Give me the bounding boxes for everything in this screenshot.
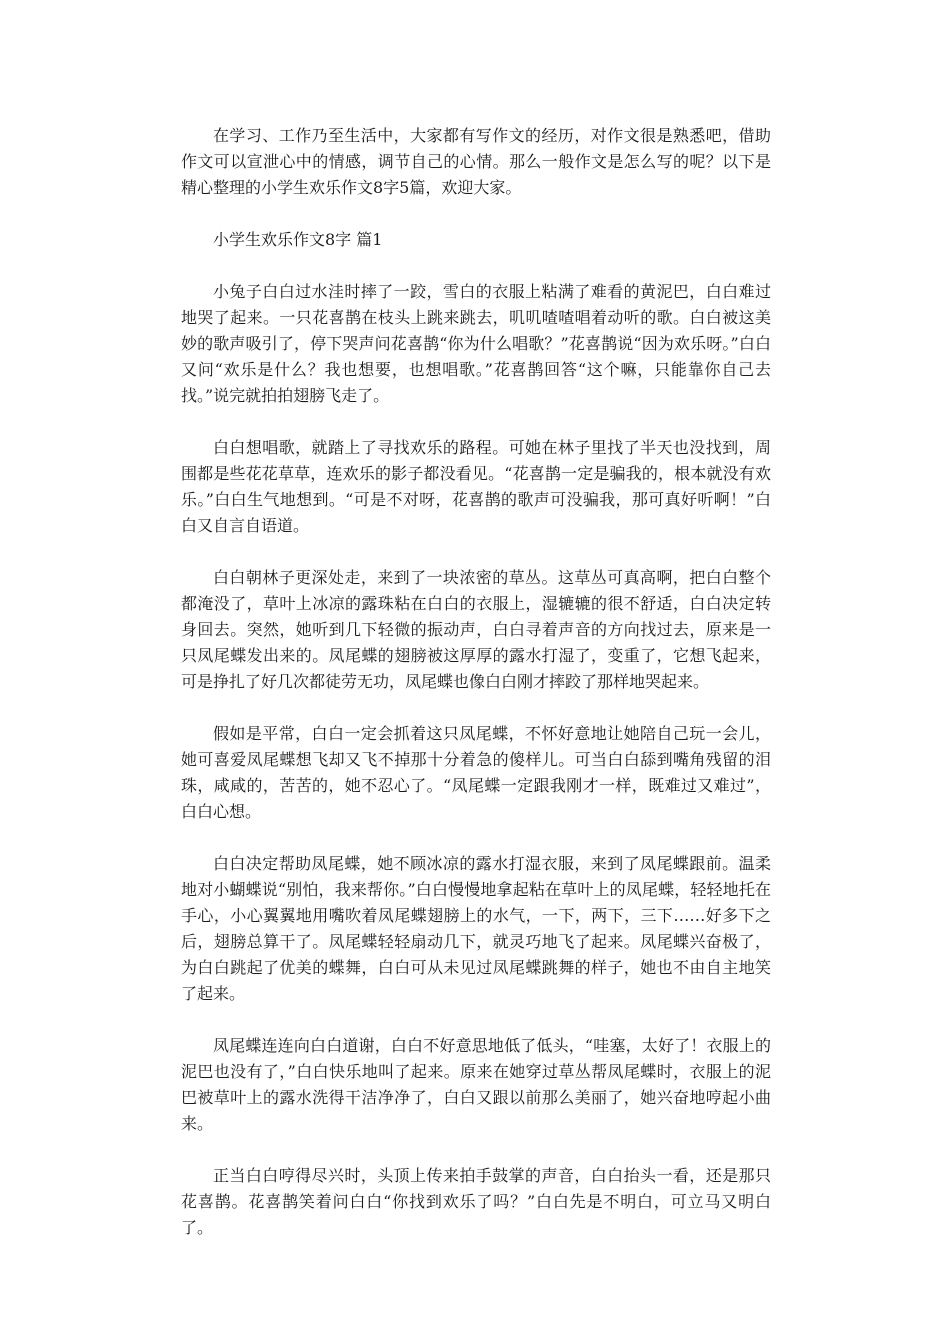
story-paragraph-7: 正当白白哼得尽兴时，头顶上传来拍手鼓掌的声音，白白抬头一看，还是那只花喜鹊。花喜鹊笑着问白白“你找到欢乐了吗？”白白先是不明白，可立马又明白了。 [181, 1166, 771, 1237]
story-paragraph-5: 白白决定帮助凤尾蝶，她不顾冰凉的露水打湿衣服，来到了凤尾蝶跟前。温柔地对小蝴蝶说“别怕，我来帮你。”白白慢慢地拿起粘在草叶上的凤尾蝶，轻轻地托在手心，小心翼翼地用嘴吹着凤尾蝶翅膀上的水气，一下，两下，三下……好多下之后，翅膀总算干了。凤尾蝶轻轻扇动几下，就灵巧地飞了起来。凤尾蝶兴奋极了，为白白跳起了优美的蝶舞，白白可从未见过凤尾蝶跳舞的样子，她也不由自主地笑了起来。 [181, 854, 771, 1003]
story-paragraph-2: 白白想唱歌，就踏上了寻找欢乐的路程。可她在林子里找了半天也没找到，周围都是些花花草草，连欢乐的影子都没看见。“花喜鹊一定是骗我的，根本就没有欢乐。”白白生气地想到。“可是不对呀，花喜鹊的歌声可没骗我，那可真好听啊！”白白又自言自语道。 [181, 438, 771, 535]
story-paragraph-1: 小兔子白白过水洼时摔了一跤，雪白的衣服上粘满了难看的黄泥巴，白白难过地哭了起来。一只花喜鹊在枝头上跳来跳去，叽叽喳喳唱着动听的歌。白白被这美妙的歌声吸引了，停下哭声问花喜鹊“你为什么唱歌？”花喜鹊说“因为欢乐呀。”白白又问“欢乐是什么？我也想要，也想唱歌。”花喜鹊回答“这个嘛，只能靠你自己去找。”说完就拍拍翅膀飞走了。 [181, 282, 771, 405]
section-heading: 小学生欢乐作文8字 篇1 [213, 230, 383, 249]
intro-paragraph: 在学习、工作乃至生活中，大家都有写作文的经历，对作文很是熟悉吧，借助作文可以宣泄心中的情感，调节自己的心情。那么一般作文是怎么写的呢？以下是精心整理的小学生欢乐作文8字5篇，欢迎大家。 [181, 126, 771, 197]
document-page [181, 123, 771, 1267]
story-paragraph-3: 白白朝林子更深处走，来到了一块浓密的草丛。这草丛可真高啊，把白白整个都淹没了，草叶上冰凉的露珠粘在白白的衣服上，湿辘辘的很不舒适，白白决定转身回去。突然，她听到几下轻微的振动声，白白寻着声音的方向找过去，原来是一只凤尾蝶发出来的。凤尾蝶的翅膀被这厚厚的露水打湿了，变重了，它想飞起来，可是挣扎了好几次都徒劳无功，凤尾蝶也像白白刚才摔跤了那样地哭起来。 [181, 568, 771, 691]
story-paragraph-6: 凤尾蝶连连向白白道谢，白白不好意思地低了低头，“哇塞，太好了！衣服上的泥巴也没有了，”白白快乐地叫了起来。原来在她穿过草丛帮凤尾蝶时，衣服上的泥巴被草叶上的露水洗得干洁净净了，白白又跟以前那么美丽了，她兴奋地哼起小曲来。 [181, 1036, 771, 1133]
story-paragraph-4: 假如是平常，白白一定会抓着这只凤尾蝶，不怀好意地让她陪自己玩一会儿，她可喜爱凤尾蝶想飞却又飞不掉那十分着急的傻样儿。可当白白舔到嘴角残留的泪珠，咸咸的，苦苦的，她不忍心了。“凤尾蝶一定跟我刚才一样，既难过又难过”，白白心想。 [181, 724, 771, 821]
